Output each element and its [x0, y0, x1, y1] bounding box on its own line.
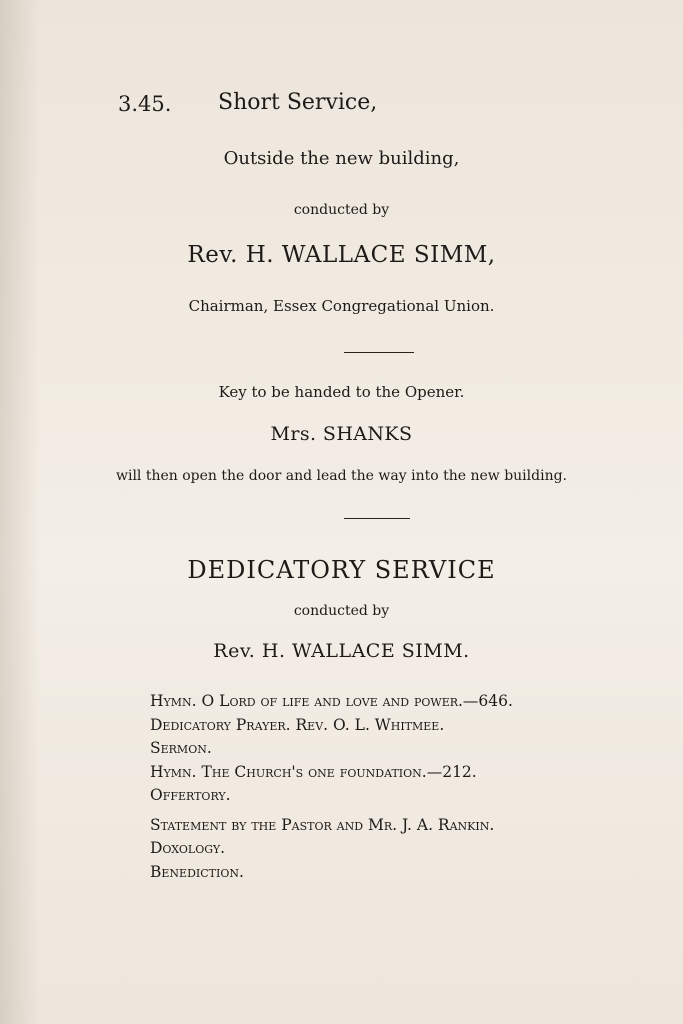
opener-name: Mrs. SHANKS	[270, 423, 413, 445]
list-item: Hymn. The Church's one foundation.—212.	[150, 762, 477, 781]
opener-action: will then open the door and lead the way into the new building.	[115, 468, 568, 484]
list-item: Offertory.	[150, 786, 231, 804]
service-time: 3.45.	[118, 92, 172, 116]
divider-rule	[344, 352, 414, 353]
short-service-title: Short Service,	[218, 90, 378, 115]
list-item: Statement by the Pastor and Mr. J. A. Rankin.	[150, 815, 495, 834]
order-of-service-list	[150, 690, 513, 884]
list-item: Sermon.	[150, 739, 212, 757]
conducted-by-label: conducted by	[293, 603, 390, 619]
divider-rule	[344, 518, 410, 519]
dedicatory-minister: Rev. H. WALLACE SIMM.	[213, 640, 470, 662]
key-line: Key to be handed to the Opener.	[218, 383, 465, 401]
list-item: Doxology.	[150, 839, 226, 857]
list-item: Dedicatory Prayer. Rev. O. L. Whitmee.	[150, 715, 445, 734]
minister-name: Rev. H. WALLACE SIMM,	[187, 242, 496, 268]
list-item: Benediction.	[150, 862, 244, 881]
minister-role: Chairman, Essex Congregational Union.	[188, 297, 495, 315]
dedicatory-heading: DEDICATORY SERVICE	[187, 556, 496, 584]
conducted-by-label: conducted by	[293, 202, 390, 218]
list-item: Hymn. O Lord of life and love and power.—646.	[150, 692, 513, 710]
service-location: Outside the new building,	[223, 148, 460, 169]
